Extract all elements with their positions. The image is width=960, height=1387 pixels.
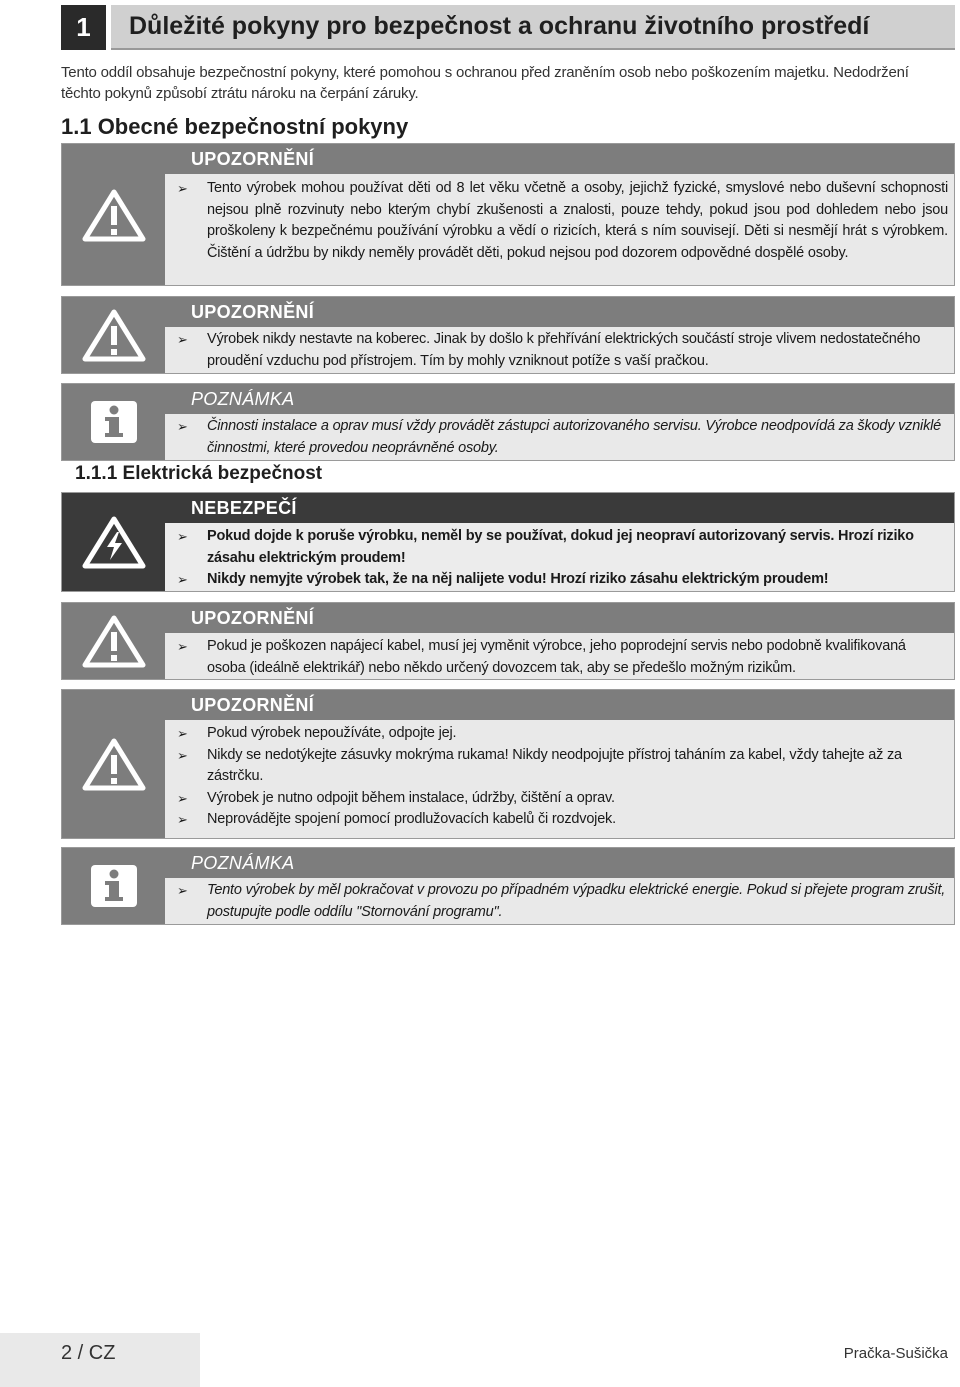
arrow-bullet-icon: ➢: [177, 181, 188, 196]
item-text: Pokud výrobek nepoužíváte, odpojte jej.: [207, 725, 457, 741]
item-text: Tento výrobek by měl pokračovat v provozu po případném výpadku elektrické energie. Pokud si přejete program zrušit, postupujte podle oddílu "Stornování programu".: [207, 882, 946, 920]
info-icon: [89, 863, 139, 909]
warning-icon-column: [62, 603, 165, 679]
arrow-bullet-icon: ➢: [177, 726, 188, 741]
item-text: Tento výrobek mohou používat děti od 8 let věku včetně a osoby, jejichž fyzické, smyslové nebo duševní schopnosti nejsou plně rozvinuty nebo kterým chybí zkušenosti a znalosti, pouze tehdy, pokud jsou pod dohledem nebo jsou proškoleny k bezpečnému používání výrobku a vědí o rizicích, která s ním souvisejí. Děti si nesmějí hrát s výrobkem. Čištění a údržbu by nikdy neměly provádět děti, pokud nejsou pod dozorem odpovědné dospělé osoby.: [207, 180, 948, 261]
arrow-bullet-icon: ➢: [177, 419, 188, 434]
item-text: Pokud dojde k poruše výrobku, neměl by se používat, dokud jej neopraví autorizovaný servis. Hrozí riziko zásahu elektrickým proudem!: [207, 528, 914, 566]
warning-box: [61, 602, 955, 680]
list-item: [175, 723, 948, 745]
list-item: [175, 809, 948, 831]
item-text: Činnosti instalace a oprav musí vždy provádět zástupci autorizovaného servisu. Výrobce neodpovídá za škody vzniklé činnostmi, které provedou neoprávněné osoby.: [207, 418, 942, 456]
note-icon-column: [62, 384, 165, 460]
warning-box: [61, 143, 955, 286]
arrow-bullet-icon: ➢: [177, 572, 188, 587]
arrow-bullet-icon: ➢: [177, 747, 188, 763]
page-number: 2 / CZ: [61, 1342, 116, 1364]
arrow-bullet-icon: ➢: [177, 883, 188, 898]
box-content: [165, 723, 954, 831]
box-content: [165, 880, 954, 923]
list-item: [175, 569, 948, 591]
note-icon-column: [62, 848, 165, 924]
box-heading: UPOZORNĚNÍ: [165, 144, 954, 174]
list-item: [175, 178, 948, 264]
item-text: Výrobek nikdy nestavte na koberec. Jinak by došlo k přehřívání elektrických součástí stroje vlivem nedostatečného proudění vzduchu pod přístrojem. Tím by mohly vzniknout potíže s vaší pračkou.: [207, 331, 921, 369]
warning-icon-column: [62, 297, 165, 373]
list-item: [175, 788, 948, 810]
box-content: [165, 526, 954, 591]
chapter-header: [61, 5, 955, 50]
box-content: [165, 416, 954, 459]
info-icon: [89, 399, 139, 445]
list-item: [175, 880, 948, 923]
box-heading: POZNÁMKA: [165, 848, 954, 878]
warning-triangle-icon: [81, 307, 147, 363]
item-text: Nikdy nemyjte výrobek tak, že na něj nalijete vodu! Hrozí riziko zásahu elektrickým proudem!: [207, 571, 829, 587]
section-title: 1.1 Obecné bezpečnostní pokyny: [61, 114, 409, 139]
warning-icon-column: [62, 144, 165, 285]
item-text: Výrobek je nutno odpojit během instalace, údržby, čištění a oprav.: [207, 789, 615, 806]
product-name: Pračka-Sušička: [843, 1345, 948, 1362]
box-content: [165, 636, 954, 679]
arrow-bullet-icon: ➢: [177, 529, 188, 544]
subsection-title: 1.1.1 Elektrická bezpečnost: [75, 463, 323, 484]
chapter-number: 1: [61, 5, 106, 50]
item-text: Nikdy se nedotýkejte zásuvky mokrýma rukama! Nikdy neodpojujte přístroj taháním za kabel, vždy tahejte až za zástrčku.: [207, 746, 902, 784]
box-content: [165, 178, 954, 264]
chapter-title: Důležité pokyny pro bezpečnost a ochranu životního prostředí: [111, 5, 955, 50]
warning-triangle-icon: [81, 736, 147, 792]
note-box: [61, 847, 955, 925]
danger-icon-column: [62, 493, 165, 591]
list-item: [175, 636, 948, 679]
list-item: [175, 526, 948, 569]
warning-triangle-icon: [81, 187, 147, 243]
warning-box: [61, 296, 955, 374]
intro-text: Tento oddíl obsahuje bezpečnostní pokyny, které pomohou s ochranou před zraněním osob nebo poškozením majetku. Nedodržení těchto pokynů způsobí ztrátu nároku na čerpání záruky.: [61, 64, 909, 102]
box-heading: UPOZORNĚNÍ: [165, 603, 954, 633]
note-box: [61, 383, 955, 461]
box-content: [165, 329, 954, 372]
box-heading: POZNÁMKA: [165, 384, 954, 414]
box-heading: NEBEZPEČÍ: [165, 493, 954, 523]
arrow-bullet-icon: ➢: [177, 790, 188, 806]
list-item: [175, 745, 948, 788]
warning-box: [61, 689, 955, 839]
list-item: [175, 416, 948, 459]
list-item: [175, 329, 948, 372]
item-text: Neprovádějte spojení pomocí prodlužovacích kabelů či rozdvojek.: [207, 811, 616, 827]
warning-icon-column: [62, 690, 165, 838]
electric-hazard-icon: [81, 514, 147, 570]
warning-triangle-icon: [81, 613, 147, 669]
arrow-bullet-icon: ➢: [177, 639, 188, 654]
arrow-bullet-icon: ➢: [177, 812, 188, 827]
arrow-bullet-icon: ➢: [177, 332, 188, 347]
danger-box: [61, 492, 955, 592]
box-heading: UPOZORNĚNÍ: [165, 690, 954, 720]
item-text: Pokud je poškozen napájecí kabel, musí jej vyměnit výrobce, jeho poprodejní servis nebo podobně kvalifikovaná osoba (ideálně elektrikář) nebo někdo určený dovozcem tak, aby se předešlo možným rizikům.: [207, 638, 906, 676]
box-heading: UPOZORNĚNÍ: [165, 297, 954, 327]
